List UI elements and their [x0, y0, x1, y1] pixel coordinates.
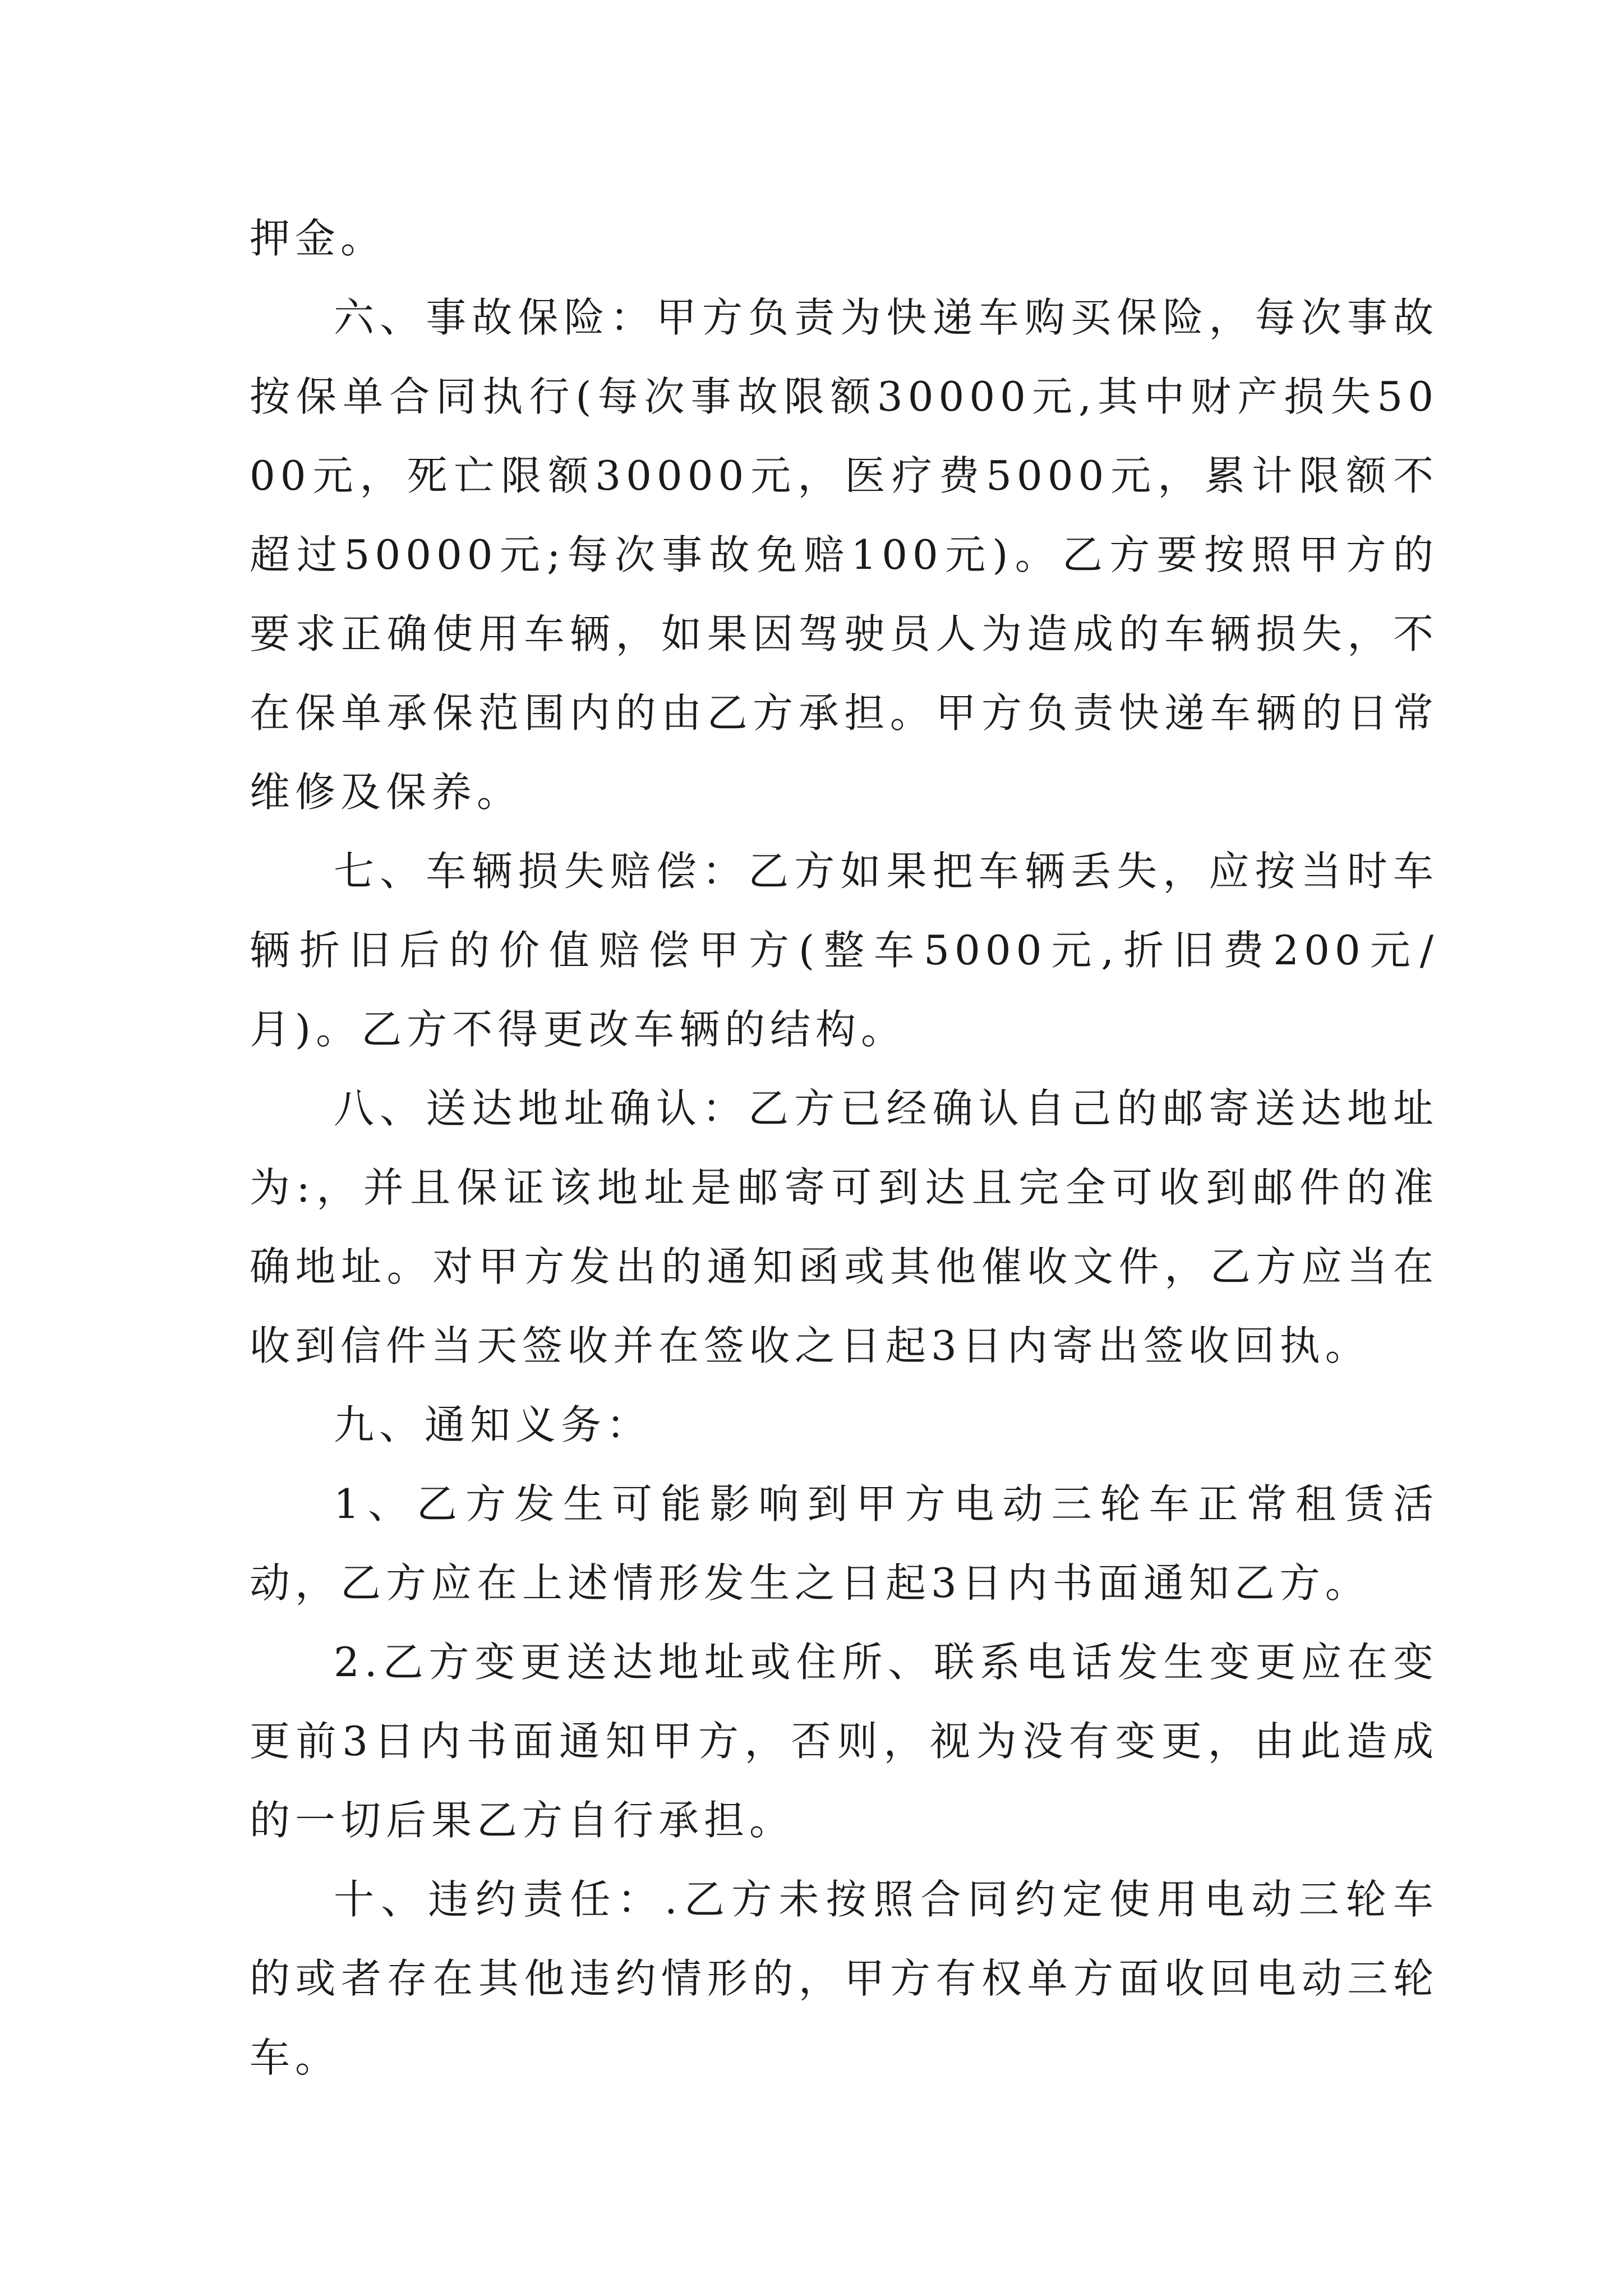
paragraph-notification-item-1: 1、乙方发生可能影响到甲方电动三轮车正常租赁活动，乙方应在上述情形发生之日起3日内书面通知乙方。 [250, 1480, 1438, 1607]
paragraph-deposit-continuation: 押金。 [250, 215, 386, 262]
paragraph-delivery-address: 八、送达地址确认：乙方已经确认自己的邮寄送达地址为:，并且保证该地址是邮寄可到达且完全可收到邮件的准确地址。对甲方发出的通知函或其他催收文件，乙方应当在收到信件当天签收并在签收之日起3日内寄出签收回执。 [250, 1085, 1438, 1369]
paragraph-notification-item-2: 2.乙方变更送达地址或住所、联系电话发生变更应在变更前3日内书面通知甲方，否则，视为没有变更，由此造成的一切后果乙方自行承担。 [250, 1639, 1438, 1844]
paragraph-accident-insurance: 六、事故保险：甲方负责为快递车购买保险，每次事故按保单合同执行(每次事故限额30000元,其中财产损失5000元，死亡限额30000元，医疗费5000元，累计限额不超过50000元;每次事故免赔100元)。乙方要按照甲方的要求正确使用车辆，如果因驾驶员人为造成的车辆损失，不在保单承保范围内的由乙方承担。甲方负责快递车辆的日常维修及保养。 [250, 294, 1438, 816]
paragraph-notification-heading: 九、通知义务： [334, 1401, 652, 1448]
paragraph-vehicle-loss-compensation: 七、车辆损失赔偿：乙方如果把车辆丢失，应按当时车辆折旧后的价值赔偿甲方(整车5000元,折旧费200元/月)。乙方不得更改车辆的结构。 [250, 848, 1438, 1053]
paragraph-breach-liability: 十、违约责任：.乙方未按照合同约定使用电动三轮车的或者存在其他违约情形的，甲方有权单方面收回电动三轮车。 [250, 1876, 1438, 2081]
document-body [250, 199, 1438, 2097]
